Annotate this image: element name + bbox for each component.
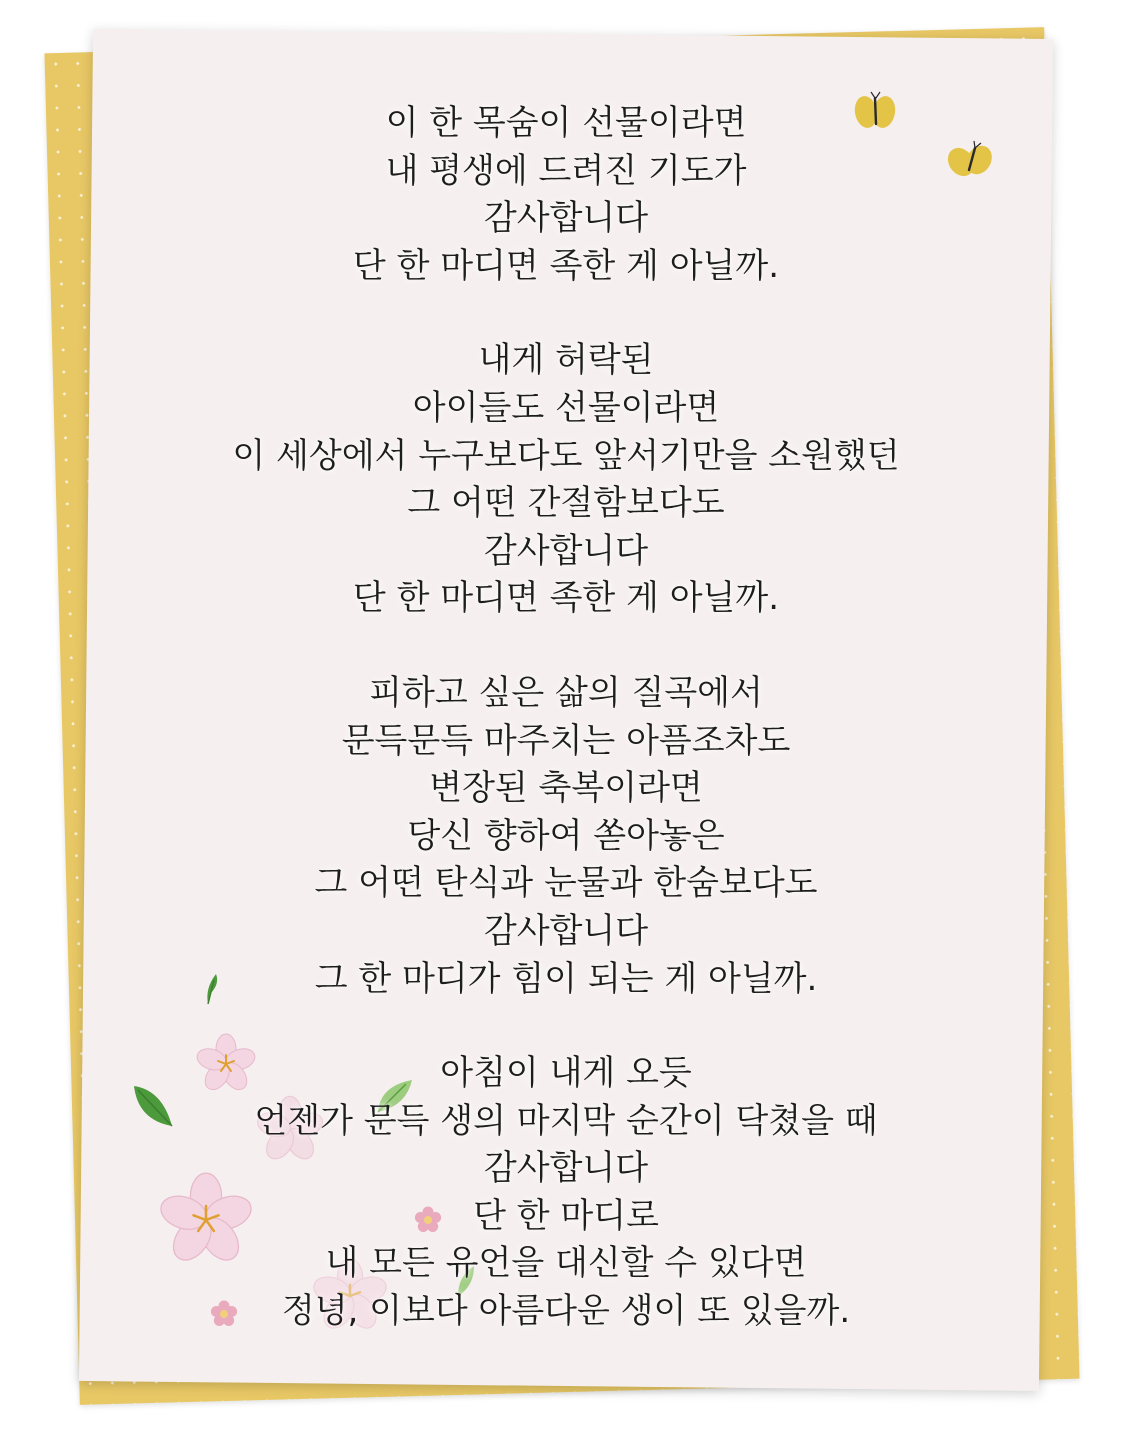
poem-line: 피하고 싶은 삶의 질곡에서 — [369, 672, 763, 713]
stanza-1 — [86, 100, 1046, 290]
poem-body — [86, 100, 1046, 1336]
poem-line: 내 모든 유언을 대신할 수 있다면 — [325, 1243, 807, 1284]
poem-line: 그 어떤 탄식과 눈물과 한숨보다도 — [314, 863, 818, 904]
stanza-3 — [86, 670, 1046, 1003]
poem-line: 아침이 내게 오듯 — [440, 1053, 692, 1094]
poem-line: 문득문득 마주치는 아픔조차도 — [341, 720, 791, 761]
poem-line: 내게 허락된 — [478, 340, 654, 381]
poem-line: 단 한 마디로 — [473, 1195, 659, 1236]
poem-line: 감사합니다 — [483, 198, 649, 239]
poem-line: 이 세상에서 누구보다도 앞서기만을 소원했던 — [232, 435, 900, 476]
poem-line: 감사합니다 — [483, 1148, 649, 1189]
stanza-2 — [86, 337, 1046, 623]
poem-line: 감사합니다 — [483, 910, 649, 951]
poem-line: 감사합니다 — [483, 530, 649, 571]
poem-line: 언젠가 문득 생의 마지막 순간이 닥쳤을 때 — [254, 1100, 878, 1141]
poem-line: 정녕, 이보다 아름다운 생이 또 있을까. — [281, 1291, 851, 1332]
poem-line: 단 한 마디면 족한 게 아닐까. — [352, 245, 780, 286]
poem-line: 단 한 마디면 족한 게 아닐까. — [352, 578, 780, 619]
poem-line: 당신 향하여 쏟아놓은 — [407, 815, 725, 856]
poem-line: 그 어떤 간절함보다도 — [407, 483, 725, 524]
poem-line: 아이들도 선물이라면 — [412, 387, 720, 428]
poem-line: 변장된 축복이라면 — [429, 768, 703, 809]
poem-line: 이 한 목숨이 선물이라면 — [385, 103, 747, 143]
poem-line: 내 평생에 드려진 기도가 — [385, 150, 747, 191]
poem-line: 그 한 마디가 힘이 되는 게 아닐까. — [314, 958, 818, 999]
stanza-4 — [86, 1050, 1046, 1336]
